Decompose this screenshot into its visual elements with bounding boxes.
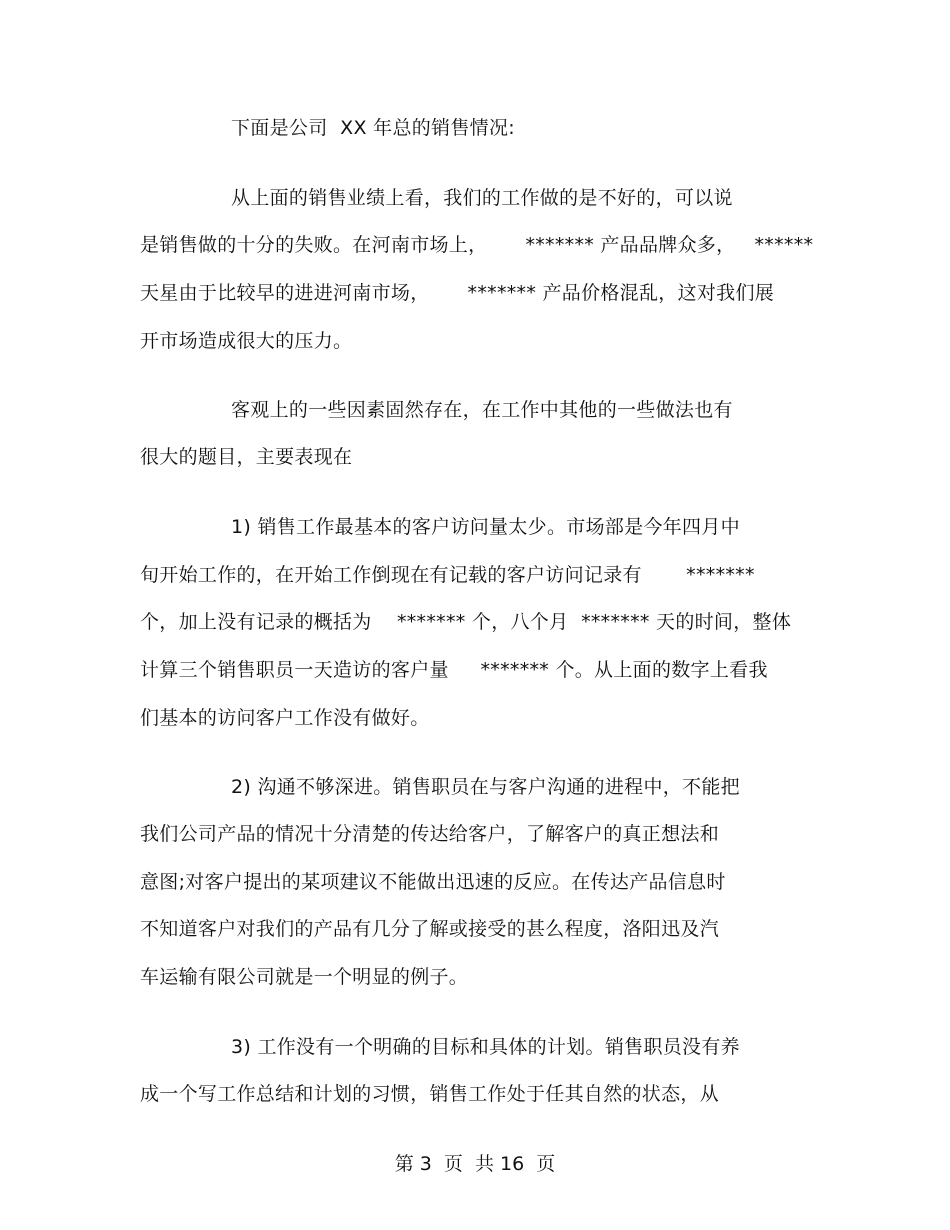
intro-line: 下面是公司 XX 年总的销售情况:	[231, 117, 515, 139]
point-2-line-1: 2) 沟通不够深进。销售职员在与客户沟通的进程中，不能把	[231, 776, 740, 798]
point-2-line-4: 不知道客户对我们的产品有几分了解或接受的甚么程度，洛阳迅及汽	[140, 918, 720, 940]
point-1-line-3: 个，加上没有记录的概括为 ******* 个，八个月 ******* 天的时间，整体	[140, 611, 792, 633]
paragraph-1-line-3: 天星由于比较早的进进河南市场， ******* 产品价格混乱，这对我们展	[140, 282, 775, 304]
point-1-line-2: 旬开始工作的，在开始工作倒现在有记载的客户访问记录有 *******	[140, 564, 755, 586]
point-3-line-2: 成一个写工作总结和计划的习惯，销售工作处于任其自然的状态，从	[140, 1083, 720, 1105]
point-3-line-1: 3) 工作没有一个明确的目标和具体的计划。销售职员没有养	[231, 1036, 740, 1058]
page-number-footer: 第 3 页 共 16 页	[394, 1153, 556, 1175]
point-1-line-1: 1) 销售工作最基本的客户访问量太少。市场部是今年四月中	[231, 516, 740, 538]
point-2-line-3: 意图;对客户提出的某项建议不能做出迅速的反应。在传达产品信息时	[140, 871, 726, 893]
point-1-line-4: 计算三个销售职员一天造访的客户量 ******* 个。从上面的数字上看我	[140, 659, 768, 681]
point-2-line-5: 车运输有限公司就是一个明显的例子。	[140, 966, 469, 988]
point-1-line-5: 们基本的访问客户工作没有做好。	[140, 707, 430, 729]
paragraph-2-line-2: 很大的题目，主要表现在	[140, 446, 353, 468]
paragraph-1-line-2: 是销售做的十分的失败。在河南市场上， ******* 产品品牌众多， ******	[140, 234, 814, 256]
point-2-line-2: 我们公司产品的情况十分清楚的传达给客户，了解客户的真正想法和	[140, 823, 720, 845]
paragraph-1-line-1: 从上面的销售业绩上看，我们的工作做的是不好的，可以说	[231, 187, 733, 209]
paragraph-1-line-4: 开市场造成很大的压力。	[140, 330, 353, 352]
paragraph-2-line-1: 客观上的一些因素固然存在，在工作中其他的一些做法也有	[231, 399, 733, 421]
